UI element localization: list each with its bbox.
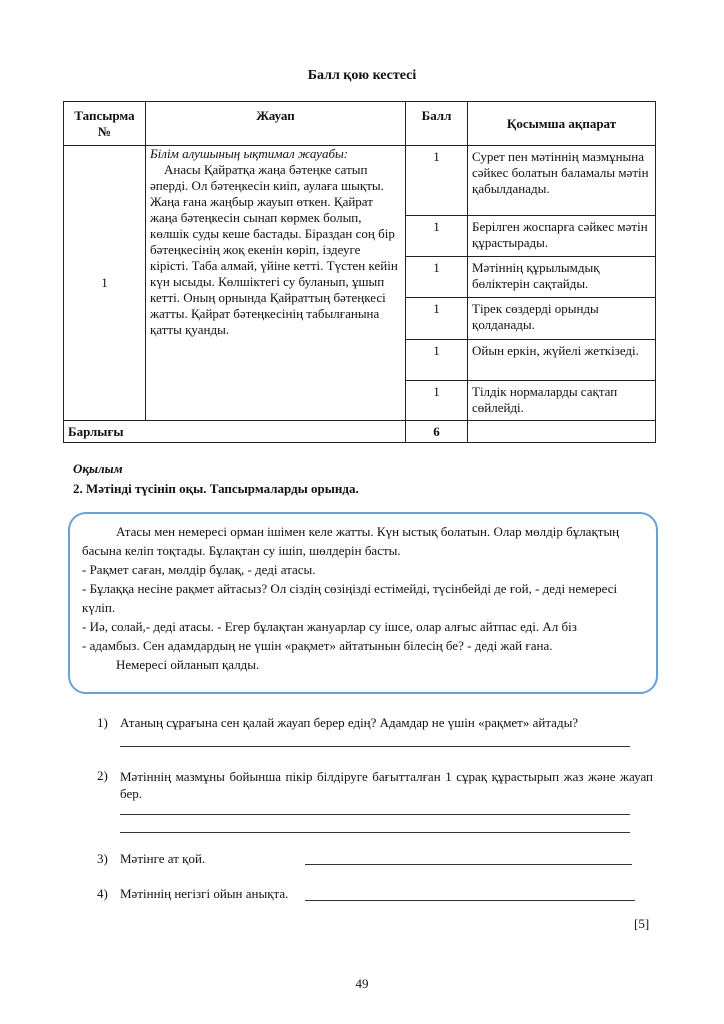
row-score: 1	[406, 216, 468, 257]
task-number: 1	[64, 146, 146, 421]
total-info	[468, 421, 656, 443]
total-score: 6	[406, 421, 468, 443]
question-number: 4)	[97, 886, 108, 901]
reading-paragraph: - адамбыз. Сен адамдардың не үшін «рақмет» айтатынын білесің бе? - деді жай ғана.	[82, 638, 553, 653]
row-score: 1	[406, 146, 468, 216]
row-score: 1	[406, 340, 468, 381]
row-info: Мәтіннің құрылымдық бөліктерін сақтайды.	[468, 257, 656, 298]
header-info: Қосымша ақпарат	[468, 102, 656, 146]
reading-paragraph: - Иә, солай,- деді атасы. - Егер бұлақтан жануарлар су ішсе, олар алғыс айтпас еді. Ал біз	[82, 619, 577, 634]
question-number: 3)	[97, 851, 108, 866]
page-number: 49	[355, 976, 369, 991]
question-number: 2)	[97, 768, 108, 783]
total-label: Барлығы	[64, 421, 406, 443]
row-score: 1	[406, 298, 468, 340]
answer-line[interactable]	[120, 814, 630, 815]
row-score: 1	[406, 257, 468, 298]
row-info: Тілдік нормаларды сақтап сөйлейді.	[468, 381, 656, 421]
reading-paragraph: Атасы мен немересі орман ішімен келе жатты. Күн ыстық болатын. Олар мөлдір бұлақтың басына келіп тоқтады. Бұлақтан су ішіп, шөлдерін басты.	[82, 524, 620, 558]
header-answer: Жауап	[146, 102, 406, 146]
reading-paragraph: Немересі ойланып қалды.	[116, 657, 260, 672]
answer-heading: Білім алушының ықтимал жауабы:	[150, 146, 349, 161]
row-info: Тірек сөздерді орынды қолданады.	[468, 298, 656, 340]
task-heading: 2. Мәтінді түсініп оқы. Тапсырмаларды орында.	[73, 481, 359, 496]
score-total: [5]	[634, 916, 650, 931]
reading-paragraph: - Рақмет саған, мөлдір бұлақ, - деді атасы.	[82, 562, 316, 577]
question-text: Атаның сұрағына сен қалай жауап берер едің? Адамдар не үшін «рақмет» айтады?	[120, 715, 579, 730]
reading-paragraph: - Бұлаққа несіне рақмет айтасыз? Ол сіздің сөзіңізді естімейді, түсінбейді де ғой, - деді немересі күліп.	[82, 581, 618, 615]
question-text: Мәтіннің мазмұны бойынша пікір білдіруге бағытталған 1 сұрақ құрастырып жаз және жауап бер.	[120, 769, 653, 801]
question-text: Мәтіннің негізгі ойын анықта.	[120, 886, 289, 901]
row-info: Берілген жоспарға сәйкес мәтін құрастырады.	[468, 216, 656, 257]
question-number: 1)	[97, 715, 108, 730]
score-table	[63, 101, 656, 443]
row-score: 1	[406, 381, 468, 421]
row-info: Сурет пен мәтіннің мазмұнына сәйкес болатын баламалы мәтін қабылданады.	[468, 146, 656, 216]
header-task: Тапсырма №	[64, 102, 146, 146]
reading-text-box	[68, 512, 658, 694]
row-info: Ойын еркін, жүйелі жеткізеді.	[468, 340, 656, 381]
answer-line[interactable]	[120, 746, 630, 747]
page-title: Балл қою кестесі	[307, 68, 417, 83]
answer-cell	[146, 146, 406, 421]
section-label: Оқылым	[73, 461, 123, 476]
answer-line[interactable]	[120, 832, 630, 833]
answer-line[interactable]	[305, 900, 635, 901]
question-text: Мәтінге ат қой.	[120, 851, 206, 866]
answer-text: Анасы Қайратқа жаңа бәтеңке сатып әперді. Ол бәтеңкесін киіп, аулаға шықты. Жаңа ғана жаңбыр жауып өткен. Қайрат жаңа бәтеңкесін сынап көрмек болып, көлшік суды кеше бастады. Біраздан соң бір бәтеңкесінің жоқ екенін көріп, іздеуге кірісті. Таба алмай, үйіне кетті. Түстен кейін күн ысыды. Көлшіктегі су буланып, ұшып кетті. Оның орнында Қайраттың бәтеңкесі жатты. Қайрат бәтеңкесінің табылғанына қатты қуанды.	[150, 162, 398, 337]
answer-line[interactable]	[305, 864, 632, 865]
header-score: Балл	[406, 102, 468, 146]
